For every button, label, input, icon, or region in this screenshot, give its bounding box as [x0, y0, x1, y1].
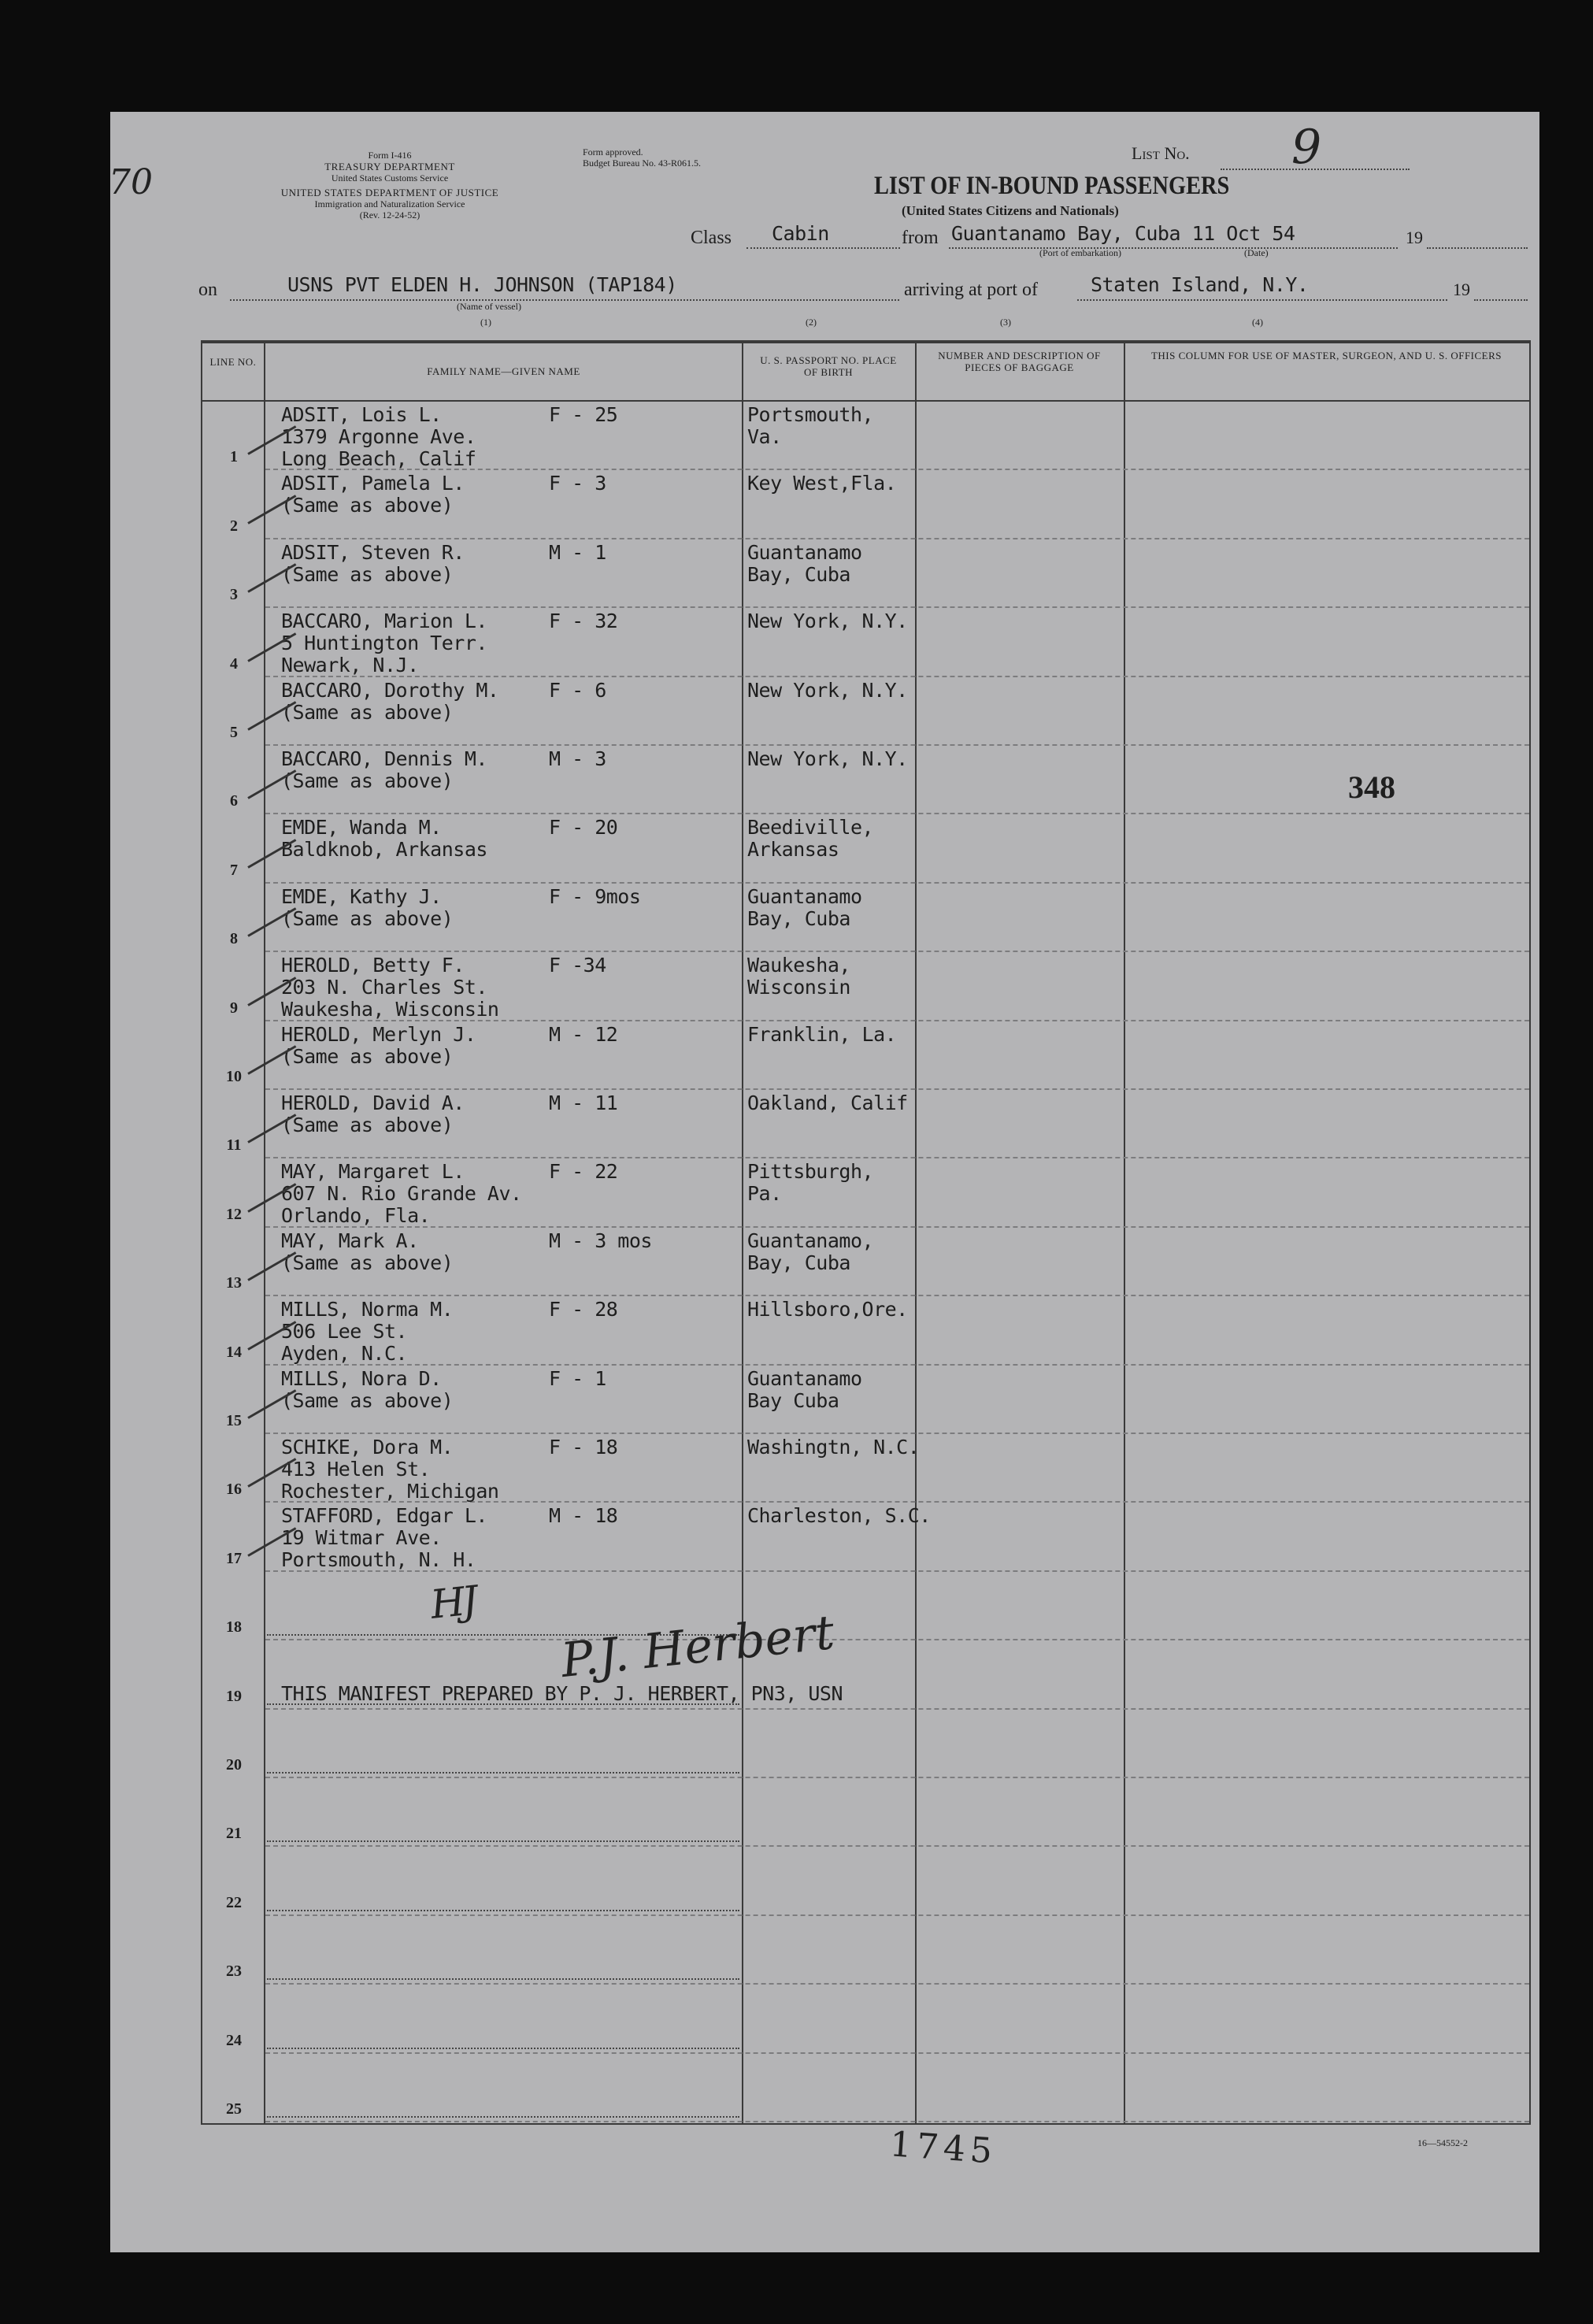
passenger-birthplace-2: Arkansas [747, 838, 839, 862]
passenger-birthplace-2: Bay, Cuba [747, 906, 850, 930]
form-revision: (Rev. 12-24-52) [359, 209, 420, 221]
row-separator [265, 951, 1529, 952]
approval-line-2: Budget Bureau No. 43-R061.5. [583, 158, 701, 169]
row-separator [265, 606, 1529, 608]
line-number: 16 [226, 1481, 242, 1499]
line-number: 22 [226, 1893, 242, 1911]
from-year-line [1427, 247, 1528, 249]
passenger-address-1: 19 Witmar Ave. [281, 1526, 442, 1550]
port-caption: (Port of embarkation) [1039, 247, 1121, 258]
passenger-birthplace-1: Franklin, La. [747, 1022, 897, 1046]
ins-service: Immigration and Naturalization Service [314, 198, 465, 209]
line-number: 17 [226, 1549, 242, 1567]
line-number: 12 [226, 1205, 242, 1223]
col-header-baggage: NUMBER AND DESCRIPTION OF PIECES OF BAGGAGE [938, 350, 1101, 373]
col-index-3: (3) [1000, 317, 1011, 328]
passenger-name: HEROLD, Merlyn J. [281, 1022, 476, 1046]
manifest-sheet [110, 112, 1539, 2252]
line-number: 25 [226, 2100, 242, 2118]
line-number: 11 [226, 1136, 242, 1155]
form-approval [583, 146, 701, 169]
arrival-year-line [1474, 299, 1528, 301]
line-number: 7 [230, 861, 238, 879]
passenger-sex-age: F - 1 [549, 1366, 606, 1390]
port-line [1077, 299, 1447, 301]
passenger-address-1: 607 N. Rio Grande Av. [281, 1182, 522, 1206]
passenger-address-2: Rochester, Michigan [281, 1480, 499, 1503]
passenger-address-2: Long Beach, Calif [281, 447, 476, 470]
line-number: 18 [226, 1618, 242, 1636]
passenger-address-1: (Same as above) [281, 700, 454, 724]
passenger-address-2: Portsmouth, N. H. [281, 1548, 476, 1572]
page-title: LIST OF IN-BOUND PASSENGERS [874, 172, 1230, 200]
passenger-birthplace-1: New York, N.Y. [747, 678, 908, 702]
row-separator [265, 882, 1529, 884]
passenger-sex-age: F - 9mos [549, 884, 641, 908]
line-number: 24 [226, 2031, 242, 2049]
passenger-birthplace-1: Guantanamo [747, 884, 862, 908]
passenger-name: HEROLD, David A. [281, 1092, 465, 1114]
vessel-caption: (Name of vessel) [457, 301, 521, 312]
passenger-address-1: (Same as above) [281, 494, 454, 517]
empty-row-line [267, 1978, 739, 1980]
class-value: Cabin [772, 222, 829, 245]
col-header-name: FAMILY NAME—GIVEN NAME [427, 365, 580, 377]
passenger-address-1: (Same as above) [281, 769, 454, 792]
row-separator [265, 1157, 1529, 1158]
on-label: on [198, 280, 217, 300]
passenger-sex-age: M - 18 [549, 1504, 618, 1528]
passenger-address-2: Waukesha, Wisconsin [281, 998, 499, 1021]
passenger-sex-age: F - 25 [549, 403, 618, 426]
arrival-port: Staten Island, N.Y. [1091, 273, 1309, 296]
row-separator [265, 2121, 1529, 2122]
passenger-address-1: Baldknob, Arkansas [281, 838, 487, 862]
passenger-birthplace-1: Beediville, [747, 816, 874, 840]
line-number: 15 [226, 1412, 242, 1429]
form-number: Form I-416 [368, 150, 412, 161]
page-subtitle: (United States Citizens and Nationals) [902, 203, 1119, 218]
passenger-address-2: Orlando, Fla. [281, 1204, 431, 1228]
passenger-name: ADSIT, Steven R. [281, 540, 465, 564]
row-separator [265, 1433, 1529, 1434]
passenger-sex-age: M - 3 [549, 747, 606, 770]
line-number: 3 [230, 586, 238, 604]
passenger-name: ADSIT, Lois L. [281, 403, 442, 426]
passenger-birthplace-1: New York, N.Y. [747, 610, 908, 633]
empty-row-line [267, 2116, 739, 2118]
customs-service: United States Customs Service [331, 172, 449, 183]
passenger-name: EMDE, Kathy J. [281, 884, 442, 908]
passenger-sex-age: F - 18 [549, 1436, 618, 1459]
passenger-name: SCHIKE, Dora M. [281, 1436, 454, 1459]
from-value: Guantanamo Bay, Cuba 11 Oct 54 [951, 222, 1295, 245]
passenger-birthplace-2: Bay Cuba [747, 1388, 839, 1412]
line-number: 6 [230, 792, 238, 810]
passenger-address-1: 203 N. Charles St. [281, 976, 487, 999]
passenger-name: EMDE, Wanda M. [281, 816, 442, 840]
manifest-table [201, 340, 1531, 2125]
print-code: 16—54552-2 [1417, 2137, 1468, 2148]
passenger-address-1: (Same as above) [281, 1388, 454, 1412]
passenger-birthplace-1: Oakland, Calif [747, 1092, 908, 1114]
passenger-birthplace-1: New York, N.Y. [747, 747, 908, 770]
line-number: 8 [230, 930, 238, 948]
line-number: 4 [230, 654, 238, 673]
passenger-address-1: (Same as above) [281, 1251, 454, 1274]
passenger-birthplace-1: Key West,Fla. [747, 472, 897, 495]
date-caption: (Date) [1244, 247, 1269, 258]
row-separator [265, 1364, 1529, 1366]
row-separator [265, 1777, 1529, 1778]
passenger-name: BACCARO, Dorothy M. [281, 678, 499, 702]
from-line [949, 247, 1398, 249]
line-number: 5 [230, 724, 238, 741]
line-number: 2 [230, 517, 238, 535]
line-number: 23 [226, 1963, 242, 1981]
passenger-birthplace-1: Charleston, S.C. [747, 1504, 931, 1528]
passenger-address-1: (Same as above) [281, 1114, 454, 1136]
line-number: 1 [230, 448, 238, 466]
line-number: 20 [226, 1756, 242, 1774]
col-header-passport: U. S. PASSPORT NO. PLACE OF BIRTH [760, 354, 897, 378]
class-label: Class [691, 228, 732, 248]
row-separator [265, 538, 1529, 539]
passenger-birthplace-2: Va. [747, 425, 782, 448]
line-number: 14 [226, 1343, 242, 1361]
passenger-address-1: 506 Lee St. [281, 1320, 408, 1344]
passenger-birthplace-1: Hillsboro,Ore. [747, 1298, 908, 1321]
passenger-sex-age: F - 28 [549, 1298, 618, 1321]
signature: P.J. Herbert [558, 1605, 837, 1688]
empty-row-line [267, 2048, 739, 2049]
passenger-birthplace-1: Washingtn, N.C. [747, 1436, 920, 1459]
row-separator [265, 744, 1529, 746]
margin-mark: 70 [109, 162, 153, 202]
col-header-line-no: LINE NO. [209, 356, 257, 368]
row-separator [265, 1295, 1529, 1296]
passenger-address-1: 5 Huntington Terr. [281, 632, 487, 655]
col-index-2: (2) [806, 317, 817, 328]
passenger-address-2: Newark, N.J. [281, 654, 419, 677]
vessel-line [230, 299, 899, 301]
col-header-officers: THIS COLUMN FOR USE OF MASTER, SURGEON, AND U. S. OFFICERS [1150, 350, 1502, 361]
prepared-by: THIS MANIFEST PREPARED BY P. J. HERBERT, PN3, USN [281, 1682, 843, 1705]
row-separator [265, 1088, 1529, 1090]
passenger-sex-age: F - 6 [549, 678, 606, 702]
passenger-sex-age: F - 3 [549, 472, 606, 495]
passenger-address-2: Ayden, N.C. [281, 1342, 408, 1366]
passenger-name: MILLS, Norma M. [281, 1298, 454, 1321]
row-separator [265, 1845, 1529, 1847]
line-number: 10 [226, 1068, 242, 1085]
passenger-sex-age: M - 1 [549, 540, 606, 564]
passenger-birthplace-2: Wisconsin [747, 976, 850, 999]
passenger-birthplace-1: Guantanamo, [747, 1229, 874, 1252]
row-separator [265, 1983, 1529, 1985]
row-separator [265, 1226, 1529, 1228]
passenger-name: HEROLD, Betty F. [281, 954, 465, 977]
passenger-sex-age: M - 3 mos [549, 1229, 652, 1252]
passenger-rows [202, 402, 1529, 2122]
row-separator [265, 1708, 1529, 1710]
passenger-birthplace-1: Portsmouth, [747, 403, 874, 426]
vessel-name: USNS PVT ELDEN H. JOHNSON (TAP184) [287, 273, 677, 296]
passenger-sex-age: F - 22 [549, 1160, 618, 1184]
passenger-birthplace-2: Pa. [747, 1182, 782, 1206]
passenger-name: MILLS, Nora D. [281, 1366, 442, 1390]
passenger-sex-age: F - 32 [549, 610, 618, 633]
passenger-birthplace-1: Waukesha, [747, 954, 850, 977]
col-index-1: (1) [480, 317, 491, 328]
passenger-address-1: (Same as above) [281, 906, 454, 930]
passenger-address-1: (Same as above) [281, 1044, 454, 1068]
class-line [746, 247, 900, 249]
bottom-handwriting: 1745 [888, 2124, 998, 2172]
line-number: 19 [226, 1687, 242, 1705]
list-no-value: 9 [1291, 120, 1322, 175]
passenger-sex-age: F -34 [549, 954, 606, 977]
row-separator [265, 1914, 1529, 1916]
row-separator [265, 1639, 1529, 1640]
passenger-sex-age: M - 11 [549, 1092, 618, 1114]
passenger-name: BACCARO, Marion L. [281, 610, 487, 633]
passenger-birthplace-1: Guantanamo [747, 540, 862, 564]
officer-stamp: 348 [1348, 769, 1395, 805]
line-number: 9 [230, 999, 238, 1017]
passenger-birthplace-2: Bay, Cuba [747, 1251, 850, 1274]
empty-row-line [267, 1840, 739, 1842]
from-year: 19 [1406, 228, 1423, 247]
arriving-label: arriving at port of [904, 280, 1038, 300]
passenger-address-1: 1379 Argonne Ave. [281, 425, 476, 448]
passenger-sex-age: M - 12 [549, 1022, 618, 1046]
passenger-address-1: 413 Helen St. [281, 1458, 431, 1481]
justice-dept: UNITED STATES DEPARTMENT OF JUSTICE [280, 187, 499, 198]
col-index-4: (4) [1252, 317, 1263, 328]
line-number: 13 [226, 1274, 242, 1292]
line-number: 21 [226, 1825, 242, 1843]
empty-row-line [267, 1910, 739, 1911]
passenger-name: BACCARO, Dennis M. [281, 747, 487, 770]
passenger-name: ADSIT, Pamela L. [281, 472, 465, 495]
passenger-name: STAFFORD, Edgar L. [281, 1504, 487, 1528]
row-separator [265, 2052, 1529, 2054]
passenger-name: MAY, Mark A. [281, 1229, 419, 1252]
passenger-name: MAY, Margaret L. [281, 1160, 465, 1184]
row-separator [265, 676, 1529, 677]
form-block [189, 150, 591, 221]
passenger-address-1: (Same as above) [281, 562, 454, 586]
from-label: from [902, 228, 939, 248]
passenger-birthplace-1: Pittsburgh, [747, 1160, 874, 1184]
passenger-birthplace-1: Guantanamo [747, 1366, 862, 1390]
passenger-birthplace-2: Bay, Cuba [747, 562, 850, 586]
initials-scrawl: HJ [428, 1577, 477, 1628]
arrival-year: 19 [1453, 280, 1470, 299]
empty-row-line [267, 1772, 739, 1774]
passenger-sex-age: F - 20 [549, 816, 618, 840]
row-separator [265, 813, 1529, 814]
approval-line-1: Form approved. [583, 146, 643, 158]
list-no-label: List No. [1132, 143, 1190, 163]
treasury-dept: TREASURY DEPARTMENT [324, 161, 455, 172]
